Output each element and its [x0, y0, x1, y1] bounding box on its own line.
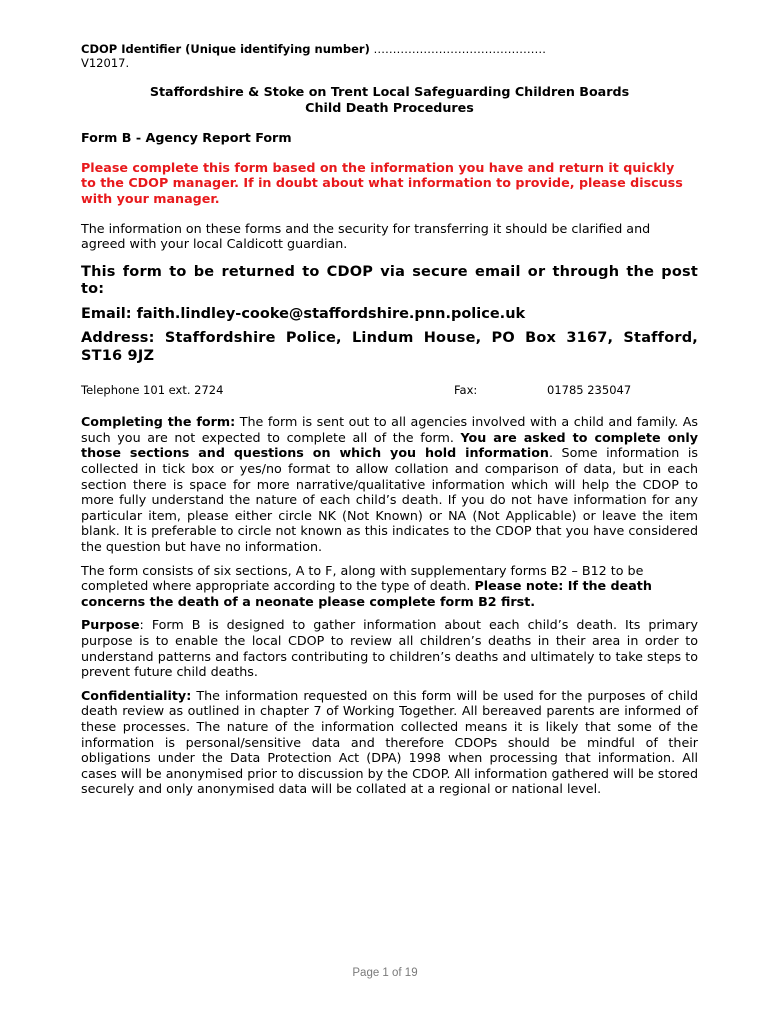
completing-paragraph	[81, 414, 698, 554]
email-line: Email: faith.lindley-cooke@staffordshire.pnn.police.uk	[81, 305, 526, 322]
confidentiality-text: The information requested on this form will be used for the purposes of child death review as outlined in chapter 7 of Working Together. All bereaved parents are informed of these processes. The nature of the information collected means it is likely that some of the information is personal/sensitive data and therefore CDOPs should be mindful of their obligations under the Data Protection Act (DPA) 1998 when processing that information. All cases will be anonymised prior to discussion by the CDOP. All information gathered will be stored securely and only anonymised data will be collated at a regional or national level.	[81, 687, 698, 797]
fax-label: Fax:	[454, 383, 478, 398]
purpose-heading: Purpose	[81, 617, 140, 633]
board-title: Staffordshire & Stoke on Trent Local Safeguarding Children Boards	[149, 84, 630, 99]
address-line: Address: Staffordshire Police, Lindum House, PO Box 3167, Stafford, ST16 9JZ	[81, 330, 698, 364]
purpose-paragraph	[81, 617, 698, 679]
sections-paragraph	[81, 563, 698, 610]
version-label: V12017.	[81, 56, 130, 70]
completing-text-1: The form is sent out to all agencies involved with a child and family. As such you are not expected to complete all of the form.	[81, 414, 698, 445]
contact-row	[81, 383, 698, 397]
cdop-identifier-dots: ………………………………………	[373, 42, 547, 56]
telephone-text: Telephone 101 ext. 2724	[81, 383, 224, 398]
sections-text: The form consists of six sections, A to F, along with supplementary forms B2 – B12 to be completed where appropriate according to the type of death.	[81, 562, 644, 594]
completing-text-2: . Some information is collected in tick box or yes/no format to allow collation and comparison of data, but in each section there is space for more narrative/qualitative information which will help the CDOP to more fully understand the nature of each child’s death. If you do not have information for any particular item, please either circle NK (Not Known) or NA (Not Applicable) or leave the item blank. It is preferable to circle not known as this indicates to the CDOP that you have considered the question but have no information.	[81, 445, 698, 554]
sections-note: Please note: If the death concerns the death of a neonate please complete form B2 first.	[81, 578, 652, 609]
confidentiality-paragraph	[81, 688, 698, 797]
document-page	[81, 42, 698, 797]
confidentiality-heading: Confidentiality:	[81, 687, 192, 703]
page-number: Page 1 of 19	[352, 967, 418, 979]
purpose-text: : Form B is designed to gather information about each child’s death. Its primary purpose is to enable the local CDOP to review all children’s deaths in their area in order to understand patterns and factors contributing to children’s deaths and ultimately to take steps to prevent future child deaths.	[81, 617, 698, 680]
cdop-identifier-line	[81, 42, 698, 56]
completing-heading: Completing the form:	[81, 414, 236, 430]
instruction-text: Please complete this form based on the information you have and return it quickly to the CDOP manager. If in doubt about what information to provide, please discuss with your manager.	[81, 159, 683, 206]
procedures-title: Child Death Procedures	[305, 99, 474, 115]
security-note: The information on these forms and the security for transferring it should be clarified and agreed with your local Caldicott guardian.	[81, 220, 651, 252]
completing-bold: You are asked to complete only those sections and questions on which you hold information	[81, 429, 698, 461]
form-title: Form B - Agency Report Form	[81, 130, 292, 146]
return-instruction: This form to be returned to CDOP via secure email or through the post to:	[81, 263, 698, 298]
fax-number: 01785 235047	[547, 383, 632, 398]
cdop-identifier-label: CDOP Identifier (Unique identifying number)	[81, 42, 370, 56]
